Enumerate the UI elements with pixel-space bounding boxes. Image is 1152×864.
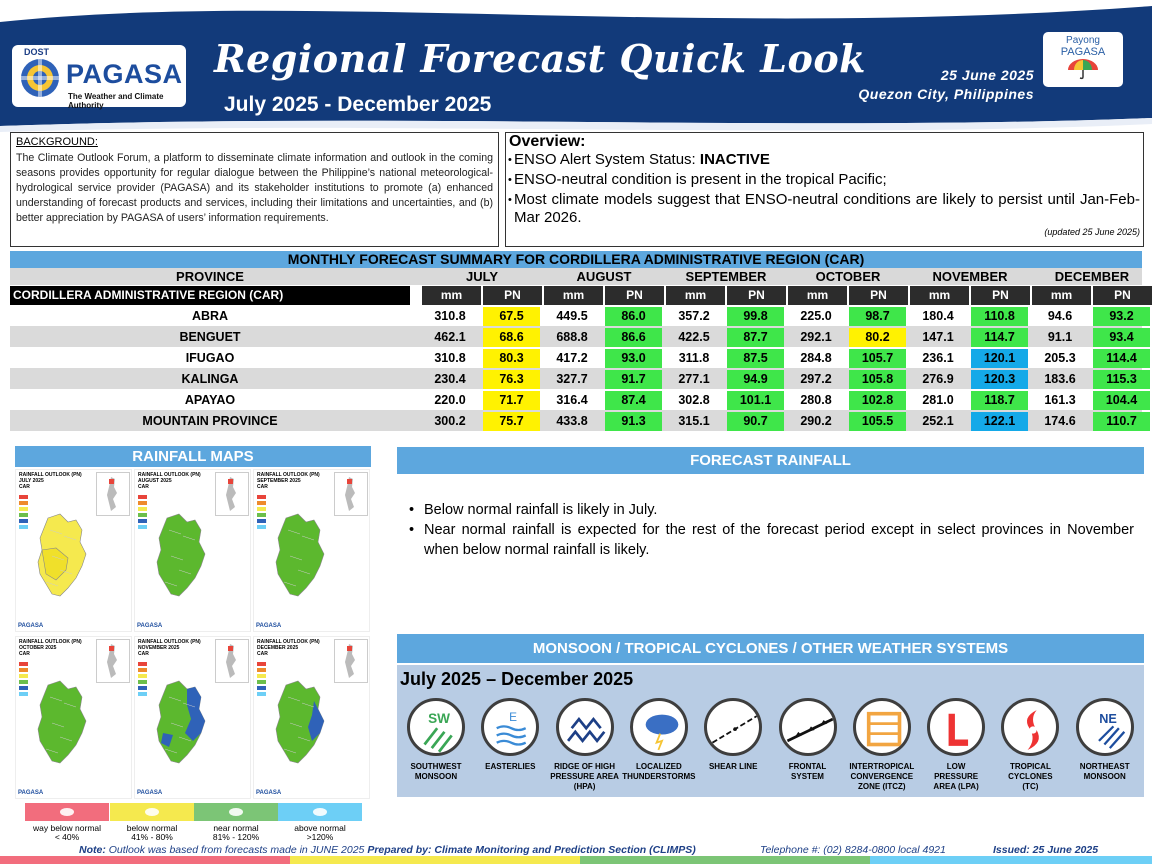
weather-system-label-line: AREA (LPA) xyxy=(933,782,979,791)
shear-line-icon-graphic xyxy=(707,701,762,756)
itcz-icon xyxy=(853,698,911,756)
mm-value: 290.2 xyxy=(800,414,832,428)
prepared-by: Prepared by: Climate Monitoring and Prediction Section (CLIMPS) xyxy=(367,844,696,856)
rainfall-map xyxy=(134,636,251,799)
forecast-rainfall-body xyxy=(406,500,1134,560)
tropical-cyclone-icon-graphic xyxy=(1004,701,1059,756)
legend-label: above normal xyxy=(294,823,346,833)
map-title-line: OCTOBER 2025 xyxy=(19,645,57,651)
legend-swatch xyxy=(110,803,194,821)
table-body xyxy=(10,305,1142,431)
map-title-line: NOVEMBER 2025 xyxy=(138,645,180,651)
legend-label: way below normal xyxy=(32,823,102,833)
map-agency-mark: PAGASA xyxy=(18,623,44,629)
mm-value: 327.7 xyxy=(556,372,588,386)
pn-value: 90.7 xyxy=(727,412,784,431)
forecast-item-1: • Below normal rainfall is likely in July. xyxy=(406,500,1134,520)
province-name: APAYAO xyxy=(184,393,236,407)
map-title-line: DECEMBER 2025 xyxy=(257,645,299,651)
itcz-icon-graphic xyxy=(856,701,911,756)
tropical-cyclone-icon xyxy=(1001,698,1059,756)
weather-system xyxy=(1068,698,1142,782)
footer-note xyxy=(79,844,696,856)
pn-value: 99.8 xyxy=(727,307,784,326)
mm-value: 297.2 xyxy=(800,372,832,386)
map-agency-mark: PAGASA xyxy=(137,790,163,796)
map-title-line: RAINFALL OUTLOOK (PN) xyxy=(138,472,201,478)
pn-value: 98.7 xyxy=(849,307,906,326)
rainfall-legend xyxy=(15,803,371,843)
weather-system xyxy=(845,698,919,792)
weather-system-label-line: FRONTAL xyxy=(788,762,827,771)
pn-value: 75.7 xyxy=(483,412,540,431)
pn-value: 110.7 xyxy=(1093,412,1150,431)
weather-system-label-line: INTERTROPICAL xyxy=(849,762,915,771)
weather-system-label-line: EASTERLIES xyxy=(485,762,536,771)
payong-line1: Payong xyxy=(1066,35,1100,46)
background-text: The Climate Outlook Forum, a platform to disseminate climate information and outlook in the coming seasons provides opportunity for regular dialogue between the Philippine’s national meteorological-hydrological service provider (PAGASA) and its stakeholder institutions to promote (a) enhanced understanding of forecast products and services, including their limitations and uncertainties, and (b) better appreciation by PAGASA of users’ information requirements. xyxy=(16,152,493,224)
mm-value: 91.1 xyxy=(1047,330,1073,344)
mm-value: 310.8 xyxy=(434,309,466,323)
pagasa-logo xyxy=(12,45,186,110)
weather-system-label-line: (TC) xyxy=(1022,782,1039,791)
weather-system-label xyxy=(473,762,547,772)
weather-system-label-line: MONSOON xyxy=(1083,772,1126,781)
pn-value: 76.3 xyxy=(483,370,540,389)
northeast-monsoon-icon-graphic xyxy=(1079,701,1134,756)
footer-phone: Telephone #: (02) 8284-0800 local 4921 xyxy=(760,844,946,856)
cloud-icon xyxy=(278,803,362,821)
mm-header: mm xyxy=(1032,286,1091,305)
mm-value: 422.5 xyxy=(678,330,710,344)
footer-color-strip xyxy=(0,856,1152,864)
weather-system-label xyxy=(771,762,845,782)
weather-system-label-line: RIDGE OF HIGH xyxy=(554,762,616,771)
pn-value: 101.1 xyxy=(727,391,784,410)
weather-systems-panel xyxy=(397,665,1144,797)
weather-system-label xyxy=(993,762,1067,792)
umbrella-icon xyxy=(1066,58,1100,80)
weather-system-label-line: CYCLONES xyxy=(1008,772,1053,781)
table-sub-header xyxy=(10,286,1142,305)
issue-date: 25 June 2025 xyxy=(940,67,1034,83)
mm-value: 174.6 xyxy=(1044,414,1076,428)
rainfall-maps-title: RAINFALL MAPS xyxy=(15,446,371,467)
pn-value: 87.4 xyxy=(605,391,662,410)
pn-value: 87.7 xyxy=(727,328,784,347)
legend-label: near normal xyxy=(213,823,259,833)
weather-systems-period: July 2025 – December 2025 xyxy=(400,669,634,689)
low-pressure-area-icon xyxy=(927,698,985,756)
weather-system-label-line: PRESSURE AREA xyxy=(550,772,619,781)
rainfall-map xyxy=(15,469,132,632)
province-map xyxy=(254,470,371,633)
easterlies-icon xyxy=(481,698,539,756)
northeast-monsoon-icon xyxy=(1076,698,1134,756)
overview-heading: Overview: xyxy=(509,133,586,150)
overview-item-enso xyxy=(509,151,1140,169)
mm-value: 280.8 xyxy=(800,393,832,407)
pn-value: 86.6 xyxy=(605,328,662,347)
low-pressure-area-icon-graphic xyxy=(930,701,985,756)
mm-value: 94.6 xyxy=(1047,309,1073,323)
dost-label: DOST xyxy=(24,47,50,57)
pn-value: 71.7 xyxy=(483,391,540,410)
payong-pagasa-logo xyxy=(1043,32,1123,87)
pn-value: 102.8 xyxy=(849,391,906,410)
weather-system xyxy=(993,698,1067,792)
map-title-line: AUGUST 2025 xyxy=(138,478,172,484)
weather-system-label-line: PRESSURE xyxy=(934,772,979,781)
mm-value: 180.4 xyxy=(922,309,954,323)
page-title: Regional Forecast Quick Look xyxy=(214,36,867,81)
legend-item xyxy=(110,803,194,842)
rainfall-map xyxy=(134,469,251,632)
pn-value: 110.8 xyxy=(971,307,1028,326)
rainfall-map xyxy=(15,636,132,799)
month-header: JULY xyxy=(465,269,499,284)
cloud-icon xyxy=(25,803,109,821)
overview-item-2: • ENSO-neutral condition is present in the tropical Pacific; xyxy=(509,171,1140,189)
mm-value: 147.1 xyxy=(922,330,954,344)
month-header: DECEMBER xyxy=(1054,269,1130,284)
note-text: Outlook was based from forecasts made in JUNE 2025 xyxy=(105,844,368,856)
province-map xyxy=(254,637,371,800)
thunderstorm-icon-graphic xyxy=(633,701,688,756)
pn-value: 91.3 xyxy=(605,412,662,431)
mm-value: 292.1 xyxy=(800,330,832,344)
mm-value: 284.8 xyxy=(800,351,832,365)
footer-issued: Issued: 25 June 2025 xyxy=(993,844,1099,856)
province-map xyxy=(135,470,252,633)
pn-value: 118.7 xyxy=(971,391,1028,410)
pn-header: PN xyxy=(483,286,542,305)
mm-header: mm xyxy=(422,286,481,305)
province-name: IFUGAO xyxy=(185,351,235,365)
map-title-line: RAINFALL OUTLOOK (PN) xyxy=(257,472,320,478)
map-title-line: RAINFALL OUTLOOK (PN) xyxy=(19,639,82,645)
pn-value: 93.4 xyxy=(1093,328,1150,347)
weather-system-label xyxy=(399,762,473,782)
mm-value: 433.8 xyxy=(556,414,588,428)
month-header: SEPTEMBER xyxy=(685,269,767,284)
pn-value: 87.5 xyxy=(727,349,784,368)
weather-system-label-line: (HPA) xyxy=(573,782,596,791)
payong-line2: PAGASA xyxy=(1060,46,1106,58)
pn-value: 80.3 xyxy=(483,349,540,368)
pn-value: 114.4 xyxy=(1093,349,1150,368)
map-title-line: RAINFALL OUTLOOK (PN) xyxy=(19,472,82,478)
pn-value: 114.7 xyxy=(971,328,1028,347)
overview-updated: (updated 25 June 2025) xyxy=(1044,227,1140,237)
province-map xyxy=(16,637,133,800)
legend-swatch xyxy=(194,803,278,821)
pn-value: 93.2 xyxy=(1093,307,1150,326)
province-name: BENGUET xyxy=(179,330,241,344)
forecast-period: July 2025 - December 2025 xyxy=(224,93,492,116)
mm-value: 225.0 xyxy=(800,309,832,323)
weather-system xyxy=(622,698,696,782)
mm-value: 449.5 xyxy=(556,309,588,323)
weather-system-label-line: LOW xyxy=(946,762,966,771)
cloud-icon xyxy=(194,803,278,821)
table-row xyxy=(10,347,1142,368)
agency-name: PAGASA xyxy=(66,59,183,89)
weather-system xyxy=(473,698,547,772)
legend-swatch xyxy=(278,803,362,821)
header-banner xyxy=(0,0,1152,132)
pn-header: PN xyxy=(727,286,786,305)
mm-value: 281.0 xyxy=(922,393,954,407)
weather-system xyxy=(771,698,845,782)
background-heading: BACKGROUND: xyxy=(16,136,98,148)
table-row xyxy=(10,410,1142,431)
pn-value: 91.7 xyxy=(605,370,662,389)
mm-value: 277.1 xyxy=(678,372,710,386)
map-title-line: CAR xyxy=(257,484,268,490)
table-row xyxy=(10,389,1142,410)
weather-system-label-line: SHEAR LINE xyxy=(708,762,758,771)
shear-line-icon xyxy=(704,698,762,756)
map-title-line: CAR xyxy=(138,651,149,657)
mm-value: 300.2 xyxy=(434,414,466,428)
southwest-monsoon-icon xyxy=(407,698,465,756)
map-title-line: CAR xyxy=(19,651,30,657)
weather-system-label-line: LOCALIZED xyxy=(636,762,682,771)
month-header: AUGUST xyxy=(576,269,632,284)
weather-system-label-line: TROPICAL xyxy=(1009,762,1051,771)
pn-value: 115.3 xyxy=(1093,370,1150,389)
enso-status: INACTIVE xyxy=(699,151,770,168)
mm-value: 183.6 xyxy=(1044,372,1076,386)
pn-header: PN xyxy=(971,286,1030,305)
weather-system-label-line: SOUTHWEST xyxy=(410,762,462,771)
map-title-line: JULY 2025 xyxy=(19,478,44,484)
enso-label: ENSO Alert System Status: xyxy=(514,151,700,168)
overview-item-3: • Most climate models suggest that ENSO-neutral conditions are likely to persist until Jan-Feb-Mar 2026. xyxy=(509,191,1140,227)
forecast-rainfall-title: FORECAST RAINFALL xyxy=(397,447,1144,474)
pn-value: 105.8 xyxy=(849,370,906,389)
table-title: MONTHLY FORECAST SUMMARY FOR CORDILLERA ADMINISTRATIVE REGION (CAR) xyxy=(10,251,1142,268)
legend-range: < 40% xyxy=(54,832,80,842)
pn-value: 120.3 xyxy=(971,370,1028,389)
legend-swatch xyxy=(25,803,109,821)
pn-value: 67.5 xyxy=(483,307,540,326)
pagasa-seal-icon xyxy=(19,57,61,99)
weather-system-label xyxy=(622,762,696,782)
weather-system-label xyxy=(1068,762,1142,782)
ridge-high-pressure-icon-graphic xyxy=(559,701,614,756)
mm-value: 316.4 xyxy=(556,393,588,407)
rainfall-maps-grid xyxy=(15,469,371,801)
map-title-line: RAINFALL OUTLOOK (PN) xyxy=(138,639,201,645)
map-title-line: CAR xyxy=(138,484,149,490)
mm-value: 310.8 xyxy=(434,351,466,365)
weather-system-label-line: NORTHEAST xyxy=(1079,762,1130,771)
pn-value: 93.0 xyxy=(605,349,662,368)
weather-system xyxy=(548,698,622,792)
legend-range: 41% - 80% xyxy=(131,832,173,842)
mm-value: 220.0 xyxy=(434,393,466,407)
weather-system-label-line: SYSTEM xyxy=(791,772,824,781)
mm-header: mm xyxy=(910,286,969,305)
mm-value: 357.2 xyxy=(678,309,710,323)
pn-header: PN xyxy=(605,286,664,305)
month-header: OCTOBER xyxy=(815,269,881,284)
mm-value: 315.1 xyxy=(678,414,710,428)
mm-value: 302.8 xyxy=(678,393,710,407)
frontal-system-icon-graphic xyxy=(782,701,837,756)
weather-system xyxy=(919,698,993,792)
weather-system-label xyxy=(548,762,622,792)
pn-value: 68.6 xyxy=(483,328,540,347)
table-row xyxy=(10,326,1142,347)
pn-value: 80.2 xyxy=(849,328,906,347)
map-agency-mark: PAGASA xyxy=(256,790,282,796)
pn-value: 104.4 xyxy=(1093,391,1150,410)
pn-value: 86.0 xyxy=(605,307,662,326)
mm-header: mm xyxy=(788,286,847,305)
svg-text:NE: NE xyxy=(1098,711,1117,726)
mm-value: 236.1 xyxy=(922,351,954,365)
rainfall-map xyxy=(253,469,370,632)
issue-location: Quezon City, Philippines xyxy=(858,86,1034,102)
legend-label: below normal xyxy=(126,823,178,833)
pn-value: 105.5 xyxy=(849,412,906,431)
province-name: MOUNTAIN PROVINCE xyxy=(142,414,278,428)
region-label: CORDILLERA ADMINISTRATIVE REGION (CAR) xyxy=(10,286,410,305)
mm-value: 252.1 xyxy=(922,414,954,428)
mm-value: 230.4 xyxy=(434,372,466,386)
weather-system-label-line: ZONE (ITCZ) xyxy=(858,782,906,791)
note-label: Note: xyxy=(79,844,106,856)
pn-header: PN xyxy=(1093,286,1152,305)
province-name: KALINGA xyxy=(181,372,239,386)
province-name: ABRA xyxy=(191,309,229,323)
svg-text:E: E xyxy=(509,710,518,724)
table-column-header xyxy=(10,268,1142,285)
cloud-icon xyxy=(110,803,194,821)
province-map xyxy=(135,637,252,800)
agency-tagline: The Weather and Climate Authority xyxy=(68,92,164,110)
pn-value: 105.7 xyxy=(849,349,906,368)
mm-value: 462.1 xyxy=(434,330,466,344)
frontal-system-icon xyxy=(779,698,837,756)
mm-value: 311.8 xyxy=(678,351,710,365)
legend-item xyxy=(25,803,109,842)
legend-range: >120% xyxy=(306,832,334,842)
map-title-line: RAINFALL OUTLOOK (PN) xyxy=(257,639,320,645)
rainfall-map xyxy=(253,636,370,799)
weather-system-label xyxy=(696,762,770,772)
weather-system-label-line: MONSOON xyxy=(414,772,458,781)
pn-header: PN xyxy=(849,286,908,305)
table-row xyxy=(10,368,1142,389)
background-box xyxy=(10,132,499,247)
map-title-line: SEPTEMBER 2025 xyxy=(257,478,301,484)
mm-header: mm xyxy=(544,286,603,305)
easterlies-icon-graphic xyxy=(484,701,539,756)
table-row xyxy=(10,305,1142,326)
forecast-table xyxy=(10,251,1142,431)
weather-system-label-line: CONVERGENCE xyxy=(850,772,914,781)
svg-text:SW: SW xyxy=(428,710,450,726)
weather-systems-title: MONSOON / TROPICAL CYCLONES / OTHER WEATHER SYSTEMS xyxy=(397,634,1144,663)
month-header: NOVEMBER xyxy=(932,269,1008,284)
mm-value: 417.2 xyxy=(556,351,588,365)
overview-box xyxy=(505,132,1144,247)
weather-system-label xyxy=(919,762,993,792)
weather-system-label xyxy=(845,762,919,792)
mm-value: 688.8 xyxy=(556,330,588,344)
pn-value: 120.1 xyxy=(971,349,1028,368)
weather-system xyxy=(696,698,770,772)
map-title-line: CAR xyxy=(19,484,30,490)
map-agency-mark: PAGASA xyxy=(256,623,282,629)
legend-range: 81% - 120% xyxy=(212,832,260,842)
province-map xyxy=(16,470,133,633)
map-agency-mark: PAGASA xyxy=(18,790,44,796)
mm-value: 161.3 xyxy=(1044,393,1076,407)
forecast-item-2: • Near normal rainfall is expected for the rest of the forecast period except in select provinces in November when below normal rainfall is likely. xyxy=(406,520,1134,560)
mm-value: 205.3 xyxy=(1044,351,1076,365)
thunderstorm-icon xyxy=(630,698,688,756)
map-title-line: CAR xyxy=(257,651,268,657)
weather-system-label-line: THUNDERSTORMS xyxy=(622,772,696,781)
map-agency-mark: PAGASA xyxy=(137,623,163,629)
mm-value: 276.9 xyxy=(922,372,954,386)
pn-value: 122.1 xyxy=(971,412,1028,431)
mm-header: mm xyxy=(666,286,725,305)
ridge-high-pressure-icon xyxy=(556,698,614,756)
legend-item xyxy=(278,803,362,842)
legend-item xyxy=(194,803,278,842)
pn-value: 94.9 xyxy=(727,370,784,389)
province-header: PROVINCE xyxy=(176,269,244,284)
southwest-monsoon-icon-graphic xyxy=(410,701,465,756)
weather-system xyxy=(399,698,473,782)
